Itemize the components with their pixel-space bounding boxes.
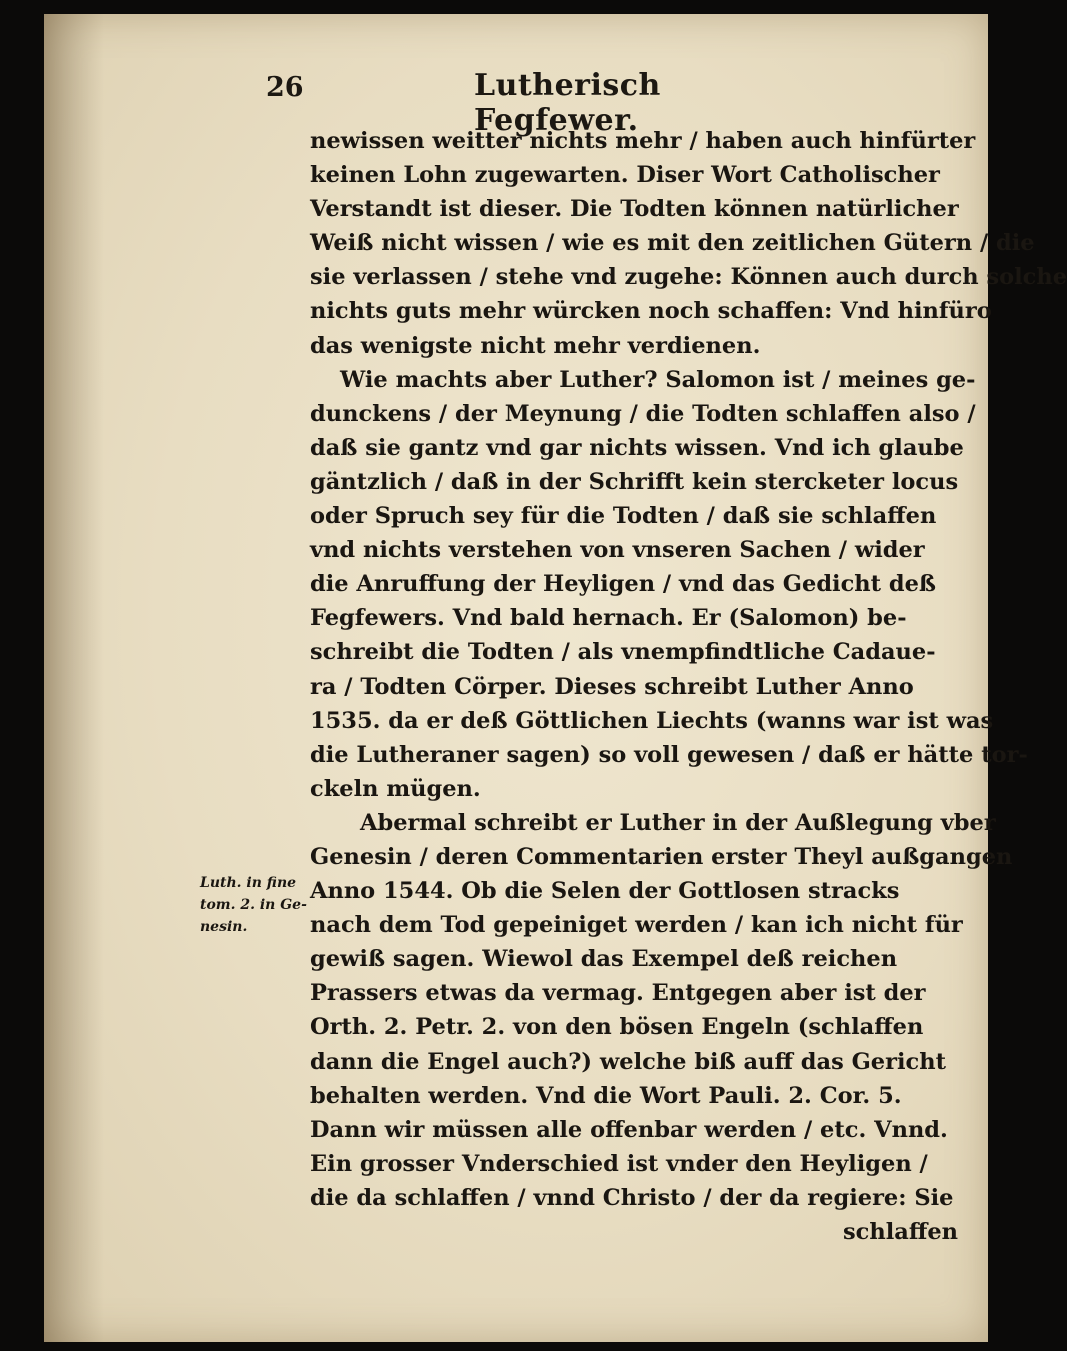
text-line: Genesin / deren Commentarien erster Theyl außgangen — [310, 843, 1013, 870]
text-line: sie verlassen / stehe vnd zugehe: Können auch durch solche — [310, 264, 1067, 291]
text-line: Ein grosser Vnderschied ist vnder den Heyligen / — [310, 1150, 928, 1177]
text-line: Verstandt ist dieser. Die Todten können natürlicher — [310, 196, 959, 223]
text-line: dann die Engel auch?) welche biß auff das Gericht — [310, 1048, 946, 1075]
text-line: Orth. 2. Petr. 2. von den bösen Engeln (schlaffen — [310, 1014, 924, 1041]
margin-note-line: tom. 2. in Ge- — [200, 897, 307, 913]
margin-note-line: Luth. in fine — [200, 875, 297, 891]
text-line: dunckens / der Meynung / die Todten schlaffen also / — [310, 400, 976, 427]
text-line: behalten werden. Vnd die Wort Pauli. 2. Cor. 5. — [310, 1082, 902, 1109]
text-line: gäntzlich / daß in der Schrifft kein stercketer locus — [310, 468, 959, 495]
margin-note — [200, 872, 310, 938]
text-line: das wenigste nicht mehr verdienen. — [310, 332, 761, 359]
running-title: Lutherisch Fegfewer. — [474, 68, 661, 138]
text-line: schreibt die Todten / als vnempfindtliche Cadaue- — [310, 639, 936, 666]
paragraph-start-line: Abermal schreibt er Luther in der Außlegung vber — [360, 809, 996, 836]
text-line: Weiß nicht wissen / wie es mit den zeitlichen Gütern / die — [310, 230, 1035, 257]
text-line: die Anruffung der Heyligen / vnd das Gedicht deß — [310, 571, 937, 598]
text-line: 1535. da er deß Göttlichen Liechts (wanns war ist was — [310, 707, 994, 734]
paragraph-start-line: Wie machts aber Luther? Salomon ist / meines ge- — [340, 366, 976, 393]
text-line: ckeln mügen. — [310, 775, 481, 802]
text-line: die Lutheraner sagen) so voll gewesen / daß er hätte tor- — [310, 741, 1028, 768]
text-line: gewiß sagen. Wiewol das Exempel deß reichen — [310, 946, 898, 973]
text-line: Dann wir müssen alle offenbar werden / etc. Vnnd. — [310, 1116, 948, 1143]
text-line: Anno 1544. Ob die Selen der Gottlosen stracks — [310, 878, 900, 905]
text-line: nichts guts mehr würcken noch schaffen: Vnd hinfüro — [310, 298, 992, 325]
page-header — [262, 60, 802, 138]
text-line: nach dem Tod gepeiniget werden / kan ich nicht für — [310, 912, 963, 939]
catchword: schlaffen — [843, 1219, 958, 1245]
text-line: oder Spruch sey für die Todten / daß sie schlaffen — [310, 503, 937, 530]
text-line: daß sie gantz vnd gar nichts wissen. Vnd ich glaube — [310, 434, 964, 461]
margin-note-line: nesin. — [200, 919, 248, 935]
text-line: keinen Lohn zugewarten. Diser Wort Catholischer — [310, 162, 940, 189]
text-line: vnd nichts verstehen von vnseren Sachen / wider — [310, 537, 925, 564]
text-line: ra / Todten Cörper. Dieses schreibt Luther Anno — [310, 673, 914, 700]
page-number: 26 — [266, 72, 304, 103]
body-text — [310, 124, 1067, 1249]
text-line: newissen weitter nichts mehr / haben auch hinfürter — [310, 128, 976, 154]
gutter-shadow — [44, 14, 104, 1342]
text-line: die da schlaffen / vnnd Christo / der da regiere: Sie — [310, 1184, 954, 1211]
text-line: Prassers etwas da vermag. Entgegen aber ist der — [310, 980, 926, 1007]
text-line: Fegfewers. Vnd bald hernach. Er (Salomon) be- — [310, 605, 907, 632]
